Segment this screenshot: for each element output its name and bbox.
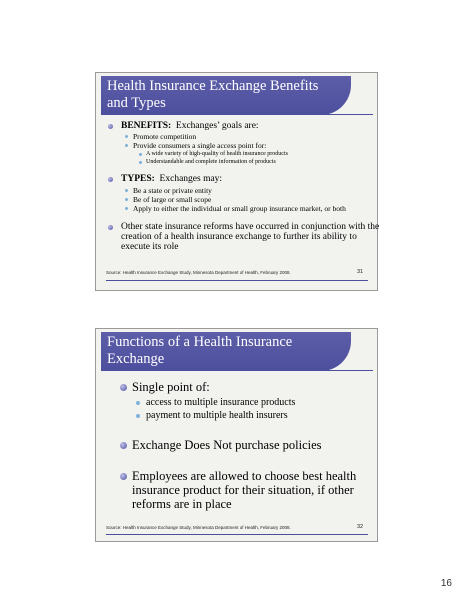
types-label: TYPES: xyxy=(121,174,155,184)
slide-number: 32 xyxy=(357,524,364,530)
slide-number: 31 xyxy=(357,269,364,275)
bullet-icon xyxy=(125,144,128,147)
bullet-icon xyxy=(108,124,113,129)
bullet-icon xyxy=(125,198,128,201)
bullet-icon xyxy=(125,207,128,210)
benefits-text: Exchanges’ goals are: xyxy=(175,121,259,131)
bullet-icon xyxy=(120,442,127,449)
slide-title-bar xyxy=(101,76,351,115)
slide-title-line1: Health Insurance Exchange Benefits xyxy=(107,78,319,94)
slide-title-line1: Functions of a Health Insurance xyxy=(107,334,293,350)
bullet-icon xyxy=(120,473,127,480)
slide-32: Functions of a Health Insurance Exchange Single point of: access to multiple insurance products payment to multiple health insurers Exchange Does Not purchase policies Employees are allowed to choose best health insurance product for their situation, if other reforms are in place Source: Health Insurance Exchange Study, Minnesota Department of Health, February 2008. 32 xyxy=(95,328,378,542)
bullet-icon xyxy=(136,401,140,405)
footer-rule xyxy=(106,534,368,535)
types-text: Exchanges may: xyxy=(159,174,223,184)
slide-title-line2: Exchange xyxy=(107,351,165,367)
slide-title-bar xyxy=(101,332,351,371)
bullet-icon xyxy=(108,225,113,230)
slide-title-line2: and Types xyxy=(107,95,166,111)
bullet-icon xyxy=(120,384,127,391)
bullet-icon xyxy=(125,189,128,192)
bullet-icon xyxy=(125,135,128,138)
bullet-icon xyxy=(136,414,140,418)
page-number: 16 xyxy=(440,578,452,589)
title-rule xyxy=(101,114,373,115)
slide-31: Health Insurance Exchange Benefits and Types BENEFITS: Exchanges’ goals are: Promote competition Provide consumers a single access point for: A wide variety of high-quality of health insurance products Understandable and complete information of products TYPES: Exchanges may: Be a state or private entity Be of large or small scope Apply to either the individual or small group insurance market, or both Other state insurance reforms have occurred in conjunction with the creation of a health insurance exchange to further its ability to execute its role Source: Health Insurance Exchange Study, Minnesota Department of Health, February 2008. 31 xyxy=(95,72,378,291)
source-note: Source: Health Insurance Exchange Study, Minnesota Department of Health, February 2008. xyxy=(106,270,291,275)
benefits-label: BENEFITS: xyxy=(121,121,172,131)
source-note: Source: Health Insurance Exchange Study, Minnesota Department of Health, February 2008. xyxy=(106,525,291,530)
bullet-icon xyxy=(139,153,142,156)
footer-rule xyxy=(106,280,368,281)
title-rule xyxy=(101,370,373,371)
bullet-icon xyxy=(139,161,142,164)
bullet-icon xyxy=(108,177,113,182)
